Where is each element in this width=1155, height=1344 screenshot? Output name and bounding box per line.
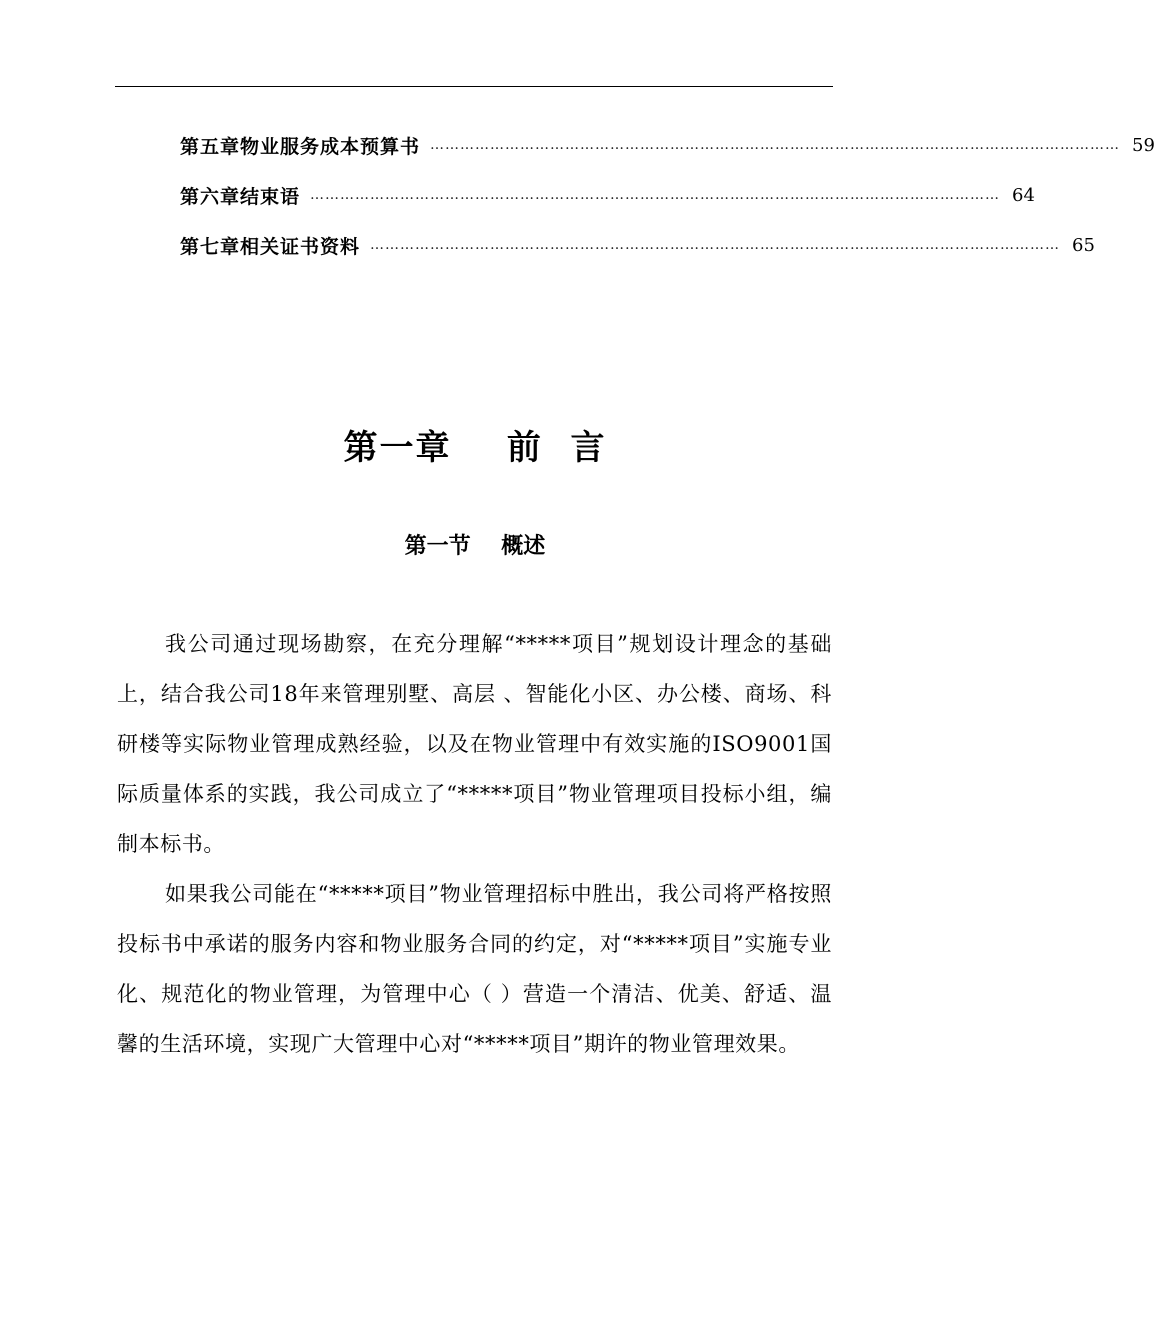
toc-chapter-title: 结束语 (240, 185, 301, 208)
toc-page-number: 65 (1072, 234, 1095, 256)
toc-chapter-title: 物业服务成本预算书 (240, 135, 421, 158)
toc-chapter-number: 第七章 (180, 235, 241, 258)
toc-chapter-title: 相关证书资料 (240, 235, 361, 258)
chapter-heading: 第一章 前 言 (343, 428, 607, 468)
body-paragraph-1: 我公司通过现场勘察，在充分理解“*****项目”规划设计理念的基础上，结合我公司18年来管理别墅、高层 、智能化小区、办公楼、商场、科研楼等实际物业管理成熟经验，以及在物业管理中有效实施的ISO9001国际质量体系的实践，我公司成立了“*****项目”物业管理项目投标小组，编制本标书。 (117, 632, 832, 856)
toc-entry-chapter-6[interactable] (180, 180, 1035, 210)
toc-chapter-number: 第五章 (180, 135, 241, 158)
toc-leader-dots: ………………………………………………………………………………………………………………………… (370, 237, 1061, 253)
body-paragraph-2: 如果我公司能在“*****项目”物业管理招标中胜出，我公司将严格按照投标书中承诺的服务内容和物业服务合同的约定，对“*****项目”实施专业化、规范化的物业管理，为管理中心（ ）营造一个清洁、优美、舒适、温馨的生活环境，实现广大管理中心对“*****项目”期许的物业管理效果。 (117, 882, 832, 1056)
toc-page-number: 59 (1132, 134, 1155, 156)
toc-entry-chapter-5[interactable] (180, 130, 1155, 160)
toc-leader-dots: ………………………………………………………………………………………………………………………… (430, 137, 1121, 153)
toc-leader-dots: ………………………………………………………………………………………………………………………… (310, 187, 1001, 203)
section-heading: 第一节 概述 (404, 534, 546, 559)
header-rule (115, 86, 833, 87)
toc-entry-chapter-7[interactable] (180, 230, 1095, 260)
toc-page-number: 64 (1012, 184, 1035, 206)
toc-chapter-number: 第六章 (180, 185, 241, 208)
